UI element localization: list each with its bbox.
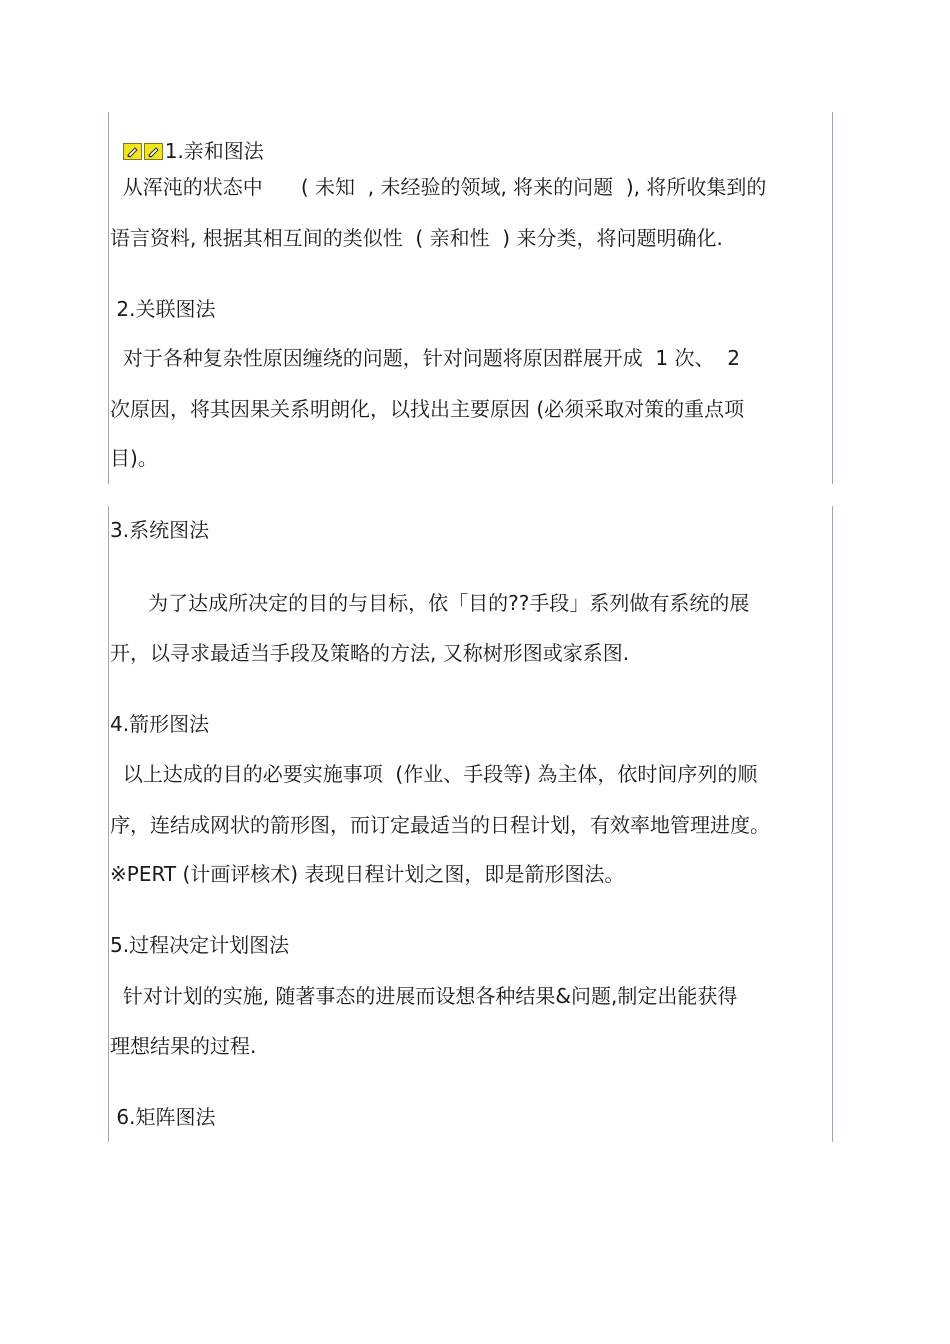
section-1-heading-row: [110, 115, 264, 163]
section-3-heading: 3.系统图法: [110, 518, 210, 542]
section-5-line-2: 理想结果的过程.: [110, 1034, 257, 1058]
right-border-top: [832, 112, 833, 484]
section-2-line-2: 次原因，将其因果关系明朗化，以找出主要原因 (必须采取对策的重点项: [110, 397, 745, 421]
section-3-line-2: 开，以寻求最适当手段及策略的方法, 又称树形图或家系图.: [110, 641, 630, 665]
section-4-line-1: 以上达成的目的必要实施事项 (作业、手段等) 為主体，依时间序列的顺: [110, 762, 758, 786]
section-3-line-1: 为了达成所决定的目的与目标，依「目的??手段」系列做有系统的展: [110, 591, 750, 615]
section-5-heading: 5.过程决定计划图法: [110, 933, 290, 957]
section-4-line-2: 序，连结成网状的箭形图，而订定最适当的日程计划，有效率地管理进度。: [110, 813, 770, 837]
section-4-line-3: ※PERT (计画评核术) 表现日程计划之图，即是箭形图法。: [110, 862, 625, 886]
left-border-top: [108, 112, 109, 484]
pencil-icon: [144, 143, 163, 160]
right-border-bottom: [832, 506, 833, 1142]
section-2-line-1: 对于各种复杂性原因缠绕的问题，针对问题将原因群展开成 1 次、 2: [110, 346, 740, 370]
section-2-heading: 2.关联图法: [110, 297, 216, 321]
left-border-bottom: [108, 506, 109, 1142]
section-1-line-1: 从浑沌的状态中 ( 未知 , 未经验的领域, 将来的问题 ), 将所收集到的: [110, 175, 767, 199]
section-1-line-2: 语言资料, 根据其相互间的类似性 ( 亲和性 ) 来分类，将问题明确化.: [110, 226, 723, 250]
section-5-line-1: 针对计划的实施, 随著事态的进展而设想各种结果&问题,制定出能获得: [110, 984, 738, 1008]
section-2-line-3: 目)。: [110, 446, 158, 470]
section-6-heading: 6.矩阵图法: [110, 1105, 216, 1129]
section-1-heading: 1.亲和图法: [164, 139, 264, 163]
section-4-heading: 4.箭形图法: [110, 712, 210, 736]
pencil-icon: [123, 143, 142, 160]
